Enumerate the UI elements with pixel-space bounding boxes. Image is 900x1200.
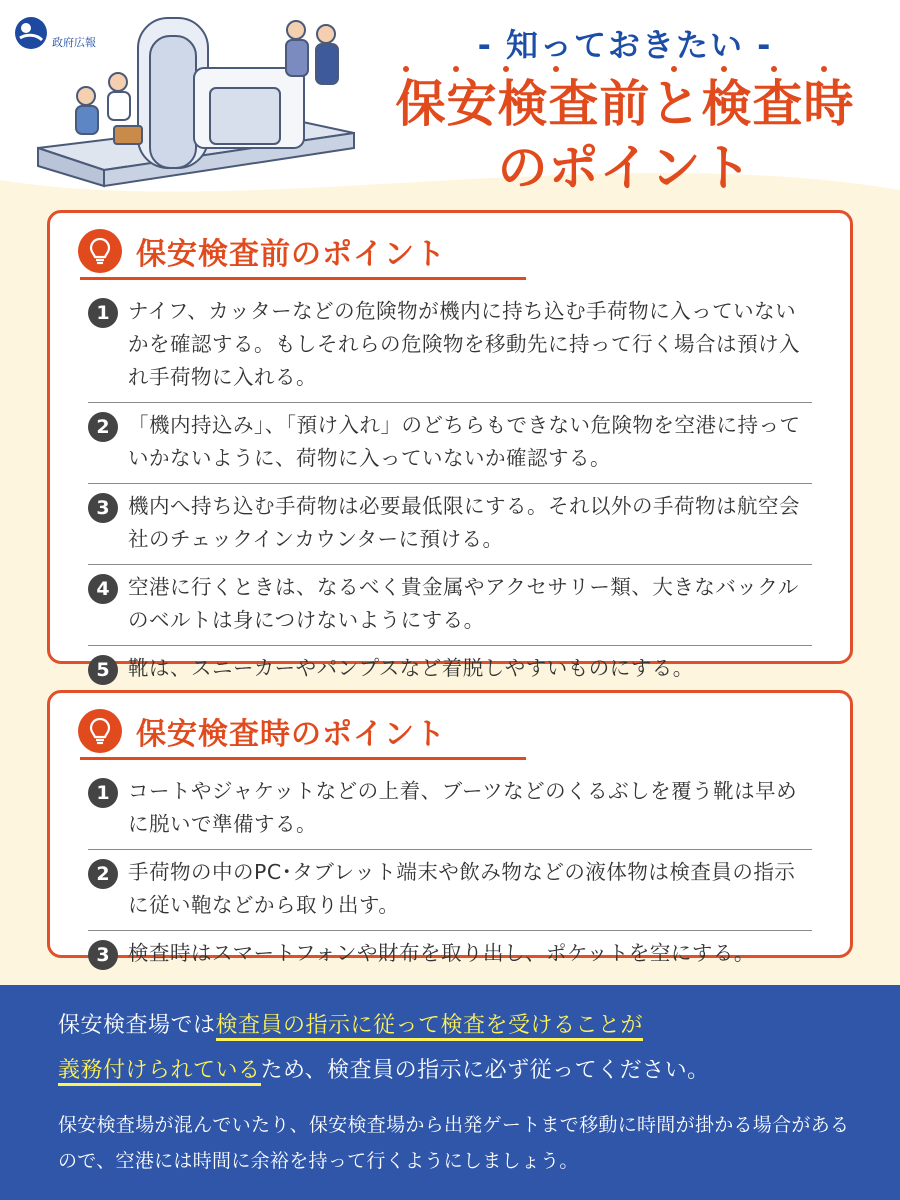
- list-item: [88, 850, 812, 931]
- before-item-list: [88, 289, 812, 693]
- list-item: [88, 403, 812, 484]
- title-underline: [80, 757, 526, 760]
- footer-notice: [0, 985, 900, 1200]
- list-item: [88, 484, 812, 565]
- item-text: コートやジャケットなどの上着、ブーツなどのくるぶしを覆う靴は早めに脱いで準備する。: [128, 779, 798, 836]
- number-badge: 1: [88, 298, 118, 328]
- page-title: [360, 72, 890, 200]
- list-item: [88, 931, 812, 978]
- footer-highlight-2: 義務付けられている: [58, 1058, 261, 1086]
- number-badge: 1: [88, 778, 118, 808]
- during-panel-title: 保安検査時のポイント: [136, 717, 446, 752]
- footer-main-prefix: 保安検査場では: [58, 1013, 216, 1038]
- before-panel-title: 保安検査前のポイント: [136, 237, 446, 272]
- list-item: [88, 289, 812, 403]
- footer-main-suffix: ため、検査員の指示に必ず従ってください。: [260, 1058, 710, 1083]
- page-title-line2: のポイント: [497, 139, 753, 197]
- list-item: [88, 769, 812, 850]
- lightbulb-icon: [78, 709, 122, 753]
- footer-main-message: [58, 1003, 858, 1093]
- during-inspection-panel: [47, 690, 853, 966]
- before-panel-header: [78, 227, 446, 275]
- list-item: [88, 646, 812, 693]
- before-inspection-panel: [47, 210, 853, 681]
- logo-text: 政府広報: [52, 36, 96, 49]
- item-text: 「機内持込み」、「預け入れ」のどちらもできない危険物を空港に持っていかないように、荷物に入っていないか確認する。: [128, 413, 801, 470]
- number-badge: 4: [88, 574, 118, 604]
- footer-highlight-1: 検査員の指示に従って検査を受けることが: [216, 1013, 644, 1041]
- number-badge: 2: [88, 412, 118, 442]
- item-text: 空港に行くときは、なるべく貴金属やアクセサリー類、大きなバックルのベルトは身につけないようにする。: [128, 575, 799, 632]
- number-badge: 5: [88, 655, 118, 685]
- during-item-list: [88, 769, 812, 978]
- page-title-line1: 保安検査前と検査時: [395, 75, 855, 133]
- item-text: 手荷物の中のPC･タブレット端末や飲み物などの液体物は検査員の指示に従い鞄などから取り出す。: [128, 860, 796, 917]
- page-subtitle: - 知っておきたい -: [477, 26, 773, 64]
- number-badge: 2: [88, 859, 118, 889]
- item-text: 靴は、スニーカーやパンプスなど着脱しやすいものにする。: [128, 656, 694, 680]
- lightbulb-icon: [78, 229, 122, 273]
- footer-sub-message: 保安検査場が混んでいたり、保安検査場から出発ゲートまで移動に時間が掛かる場合があるので、空港には時間に余裕を持って行くようにしましょう。: [58, 1114, 850, 1172]
- title-underline: [80, 277, 526, 280]
- list-item: [88, 565, 812, 646]
- number-badge: 3: [88, 940, 118, 970]
- security-checkpoint-illustration: [34, 8, 364, 188]
- item-text: 機内へ持ち込む手荷物は必要最低限にする。それ以外の手荷物は航空会社のチェックインカウンターに預ける。: [128, 494, 800, 551]
- during-panel-header: [78, 707, 446, 755]
- item-text: ナイフ、カッターなどの危険物が機内に持ち込む手荷物に入っていないかを確認する。もしそれらの危険物を移動先に持って行く場合は預け入れ手荷物に入れる。: [128, 299, 800, 389]
- item-text: 検査時はスマートフォンや財布を取り出し、ポケットを空にする。: [128, 941, 755, 965]
- number-badge: 3: [88, 493, 118, 523]
